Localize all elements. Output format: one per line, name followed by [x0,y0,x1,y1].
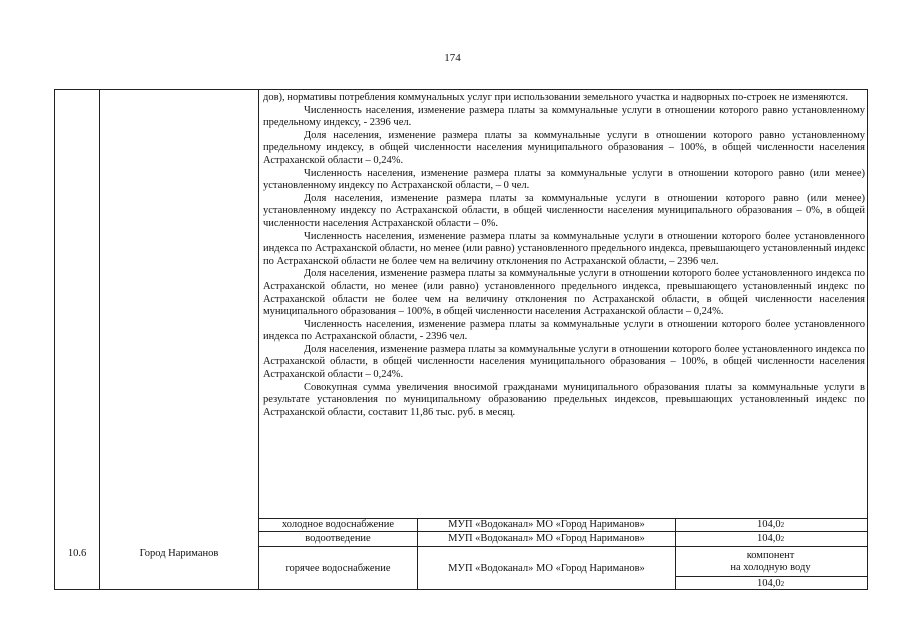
paragraph: Численность населения, изменение размера платы за коммунальные услуги в отношении которого равно установленному предельному индексу, - 2396 чел. [263,104,865,129]
index-value: 104,0 2 [756,533,785,544]
tariff-table [54,89,868,590]
paragraph: Численность населения, изменение размера платы за коммунальные услуги в отношении которого равно (или менее) установленному индексу по Астраханской области, – 0 чел. [263,167,865,192]
service-name: горячее водоснабжение [285,562,391,574]
paragraph: Доля населения, изменение размера платы за коммунальные услуги в отношении которого более установленного индекса по Астраханской области, в общей численности населения муниципального образования – 100%, в общей численности населения Астраханской области – 0,24%. [263,343,865,381]
paragraph: Совокупная сумма увеличения вносимой гражданами муниципального образования платы за коммунальные услуги в результате установления по муниципальному образованию предельных индексов, превышающих установленный индекс по Астраханской области, составит 11,86 тыс. руб. в месяц. [263,381,865,418]
index-value: 104,0 2 [756,577,785,589]
paragraph: Доля населения, изменение размера платы за коммунальные услуги в отношении которого равно (или менее) установленному индексу по Астраханской области, в общей численности населения муниципального образования – 0%, в общей численности населения Астраханской области – 0%. [263,192,865,229]
paragraph: Численность населения, изменение размера платы за коммунальные услуги в отношении которого более установленного индекса по Астраханской области, но менее (или равно) установленного предельного индекса, превышающего установленный индекс по Астраханской области не более чем на величину отклонения по Астраханской области, – 2396 чел. [263,230,865,267]
service-name: водоотведение [305,533,371,544]
provider-name: МУП «Водоканал» МО «Город Нариманов» [448,562,645,574]
text-block [259,90,865,518]
provider-name: МУП «Водоканал» МО «Город Нариманов» [448,533,645,544]
municipality-name: Город Нариманов [139,548,219,559]
column-divider [99,90,100,589]
paragraph: дов), нормативы потребления коммунальных услуг при использовании земельного участка и надворных по-строек не изменяются. [263,92,848,103]
service-name: холодное водоснабжение [281,518,395,530]
paragraph: Численность населения, изменение размера платы за коммунальные услуги в отношении которого более установленного индекса по Астраханской области, - 2396 чел. [263,318,865,343]
page-number: 174 [444,52,461,64]
provider-name: МУП «Водоканал» МО «Город Нариманов» [448,518,645,530]
component-label: компонент на холодную воду [730,549,811,573]
paragraph: Доля населения, изменение размера платы за коммунальные услуги в отношении которого равно установленному предельному индексу, в общей численности населения муниципального образования – 100%, в общей численности населения Астраханской области – 0,24%. [263,129,865,166]
row-number: 10.6 [67,548,87,559]
index-value: 104,0 2 [756,518,785,530]
paragraph: Доля населения, изменение размера платы за коммунальные услуги в отношении которого более установленного индекса по Астраханской области, но менее (или равно) установленного предельного индекса, превышающего установленный индекс по Астраханской области не более чем на величину отклонения по Астраханской области, в общей численности населения муниципального образования – 100%, в общей численности населения Астраханской области – 0,24%. [263,268,865,318]
